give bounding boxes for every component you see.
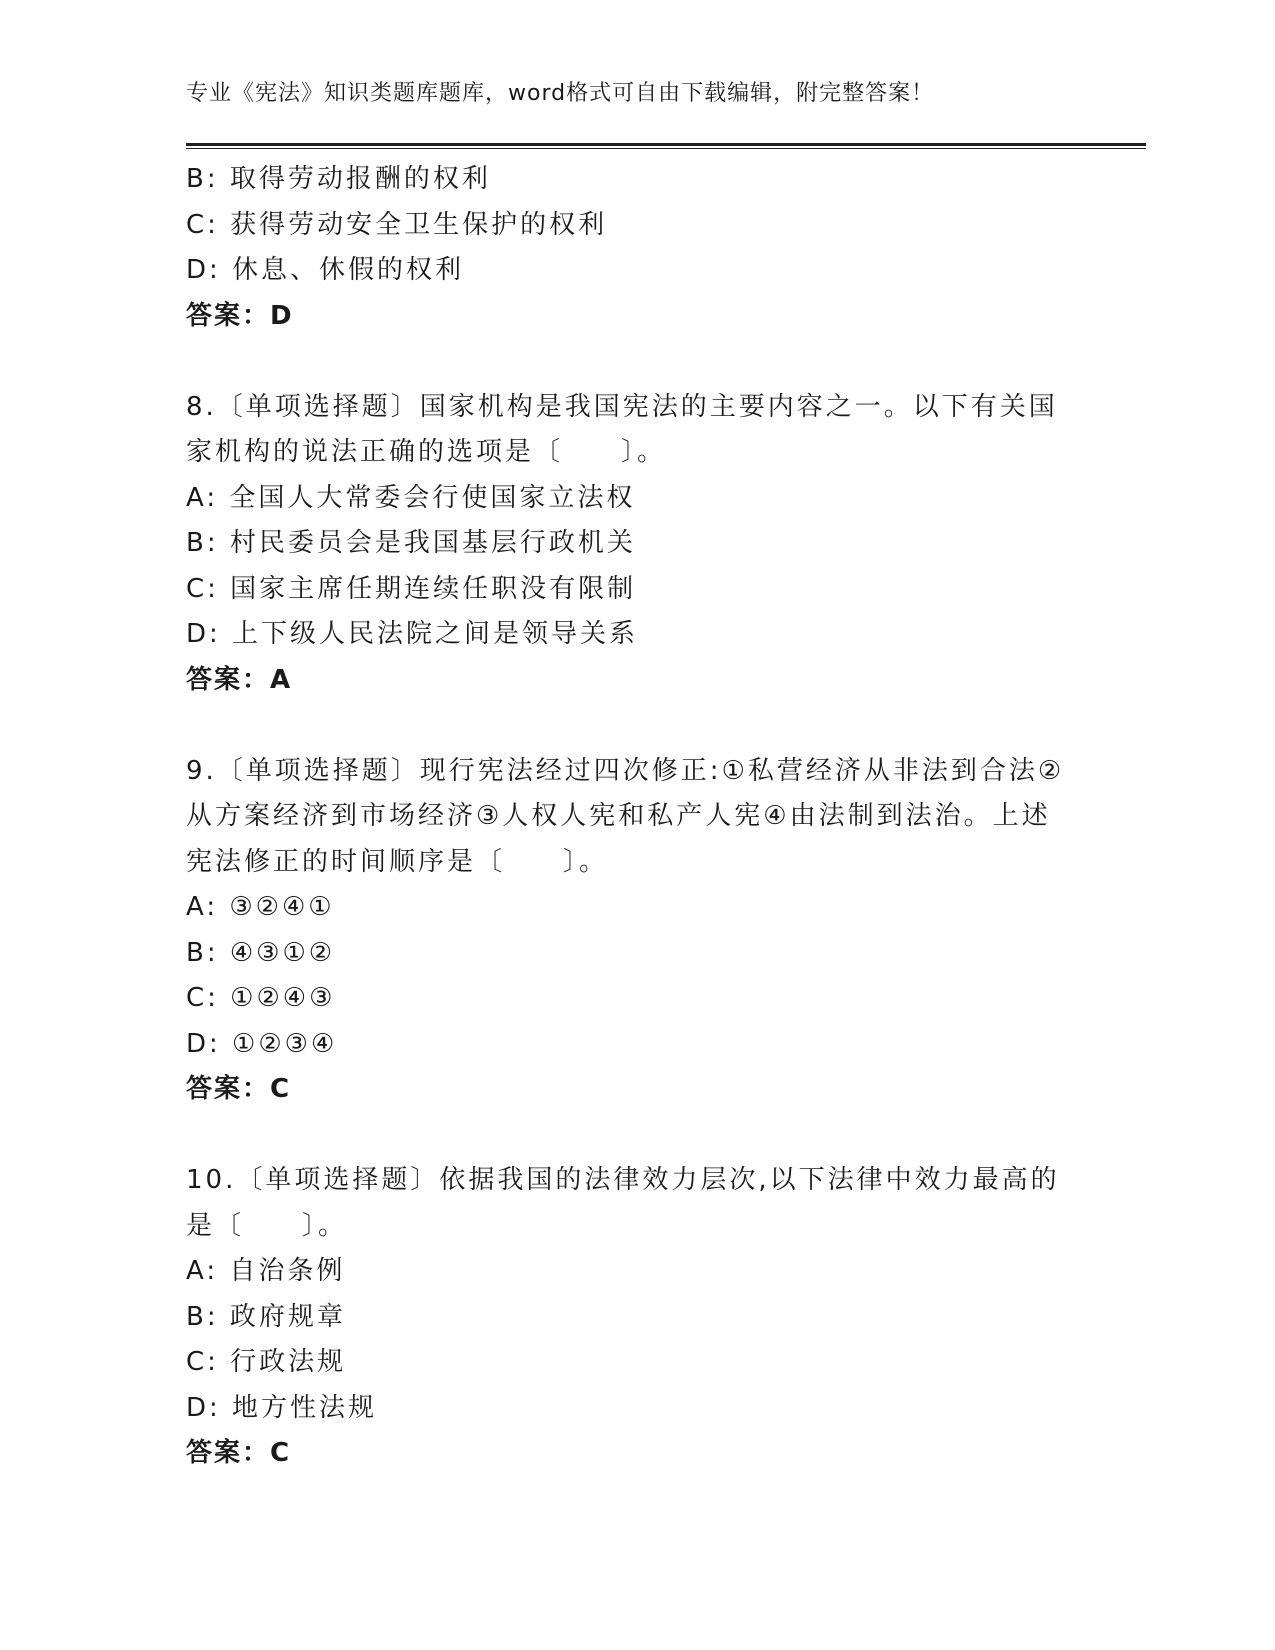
answer: 答案：D [186, 300, 294, 331]
answer: 答案：C [186, 1438, 292, 1468]
question-content [186, 157, 1146, 1477]
option-a: A: 全国人大常委会行使国家立法权 [186, 482, 636, 513]
header-rule-thick [186, 143, 1146, 146]
option-c: C: 获得劳动安全卫生保护的权利 [186, 209, 608, 240]
option-d: D: 地方性法规 [186, 1392, 378, 1423]
spacer [186, 1113, 1146, 1159]
option-b: B: 取得劳动报酬的权利 [186, 164, 491, 194]
option-d: D: 休息、休假的权利 [186, 255, 465, 285]
header-rule [186, 143, 1146, 149]
option-a: A: 自治条例 [186, 1256, 346, 1286]
option-b: B: 村民委员会是我国基层行政机关 [186, 528, 636, 558]
question-text: 从方案经济到市场经济③人权人宪和私产人宪④由法制到法治。上述 [186, 801, 1051, 831]
page-header: 专业《宪法》知识类题库题库，word格式可自由下载编辑，附完整答案！ [186, 81, 935, 106]
option-b: B: 政府规章 [186, 1301, 346, 1332]
option-b: B: ④③①② [186, 937, 336, 968]
question-text: 是〔 〕。 [186, 1210, 348, 1241]
option-a: A: ③②④① [186, 892, 335, 922]
option-c: C: 行政法规 [186, 1347, 347, 1377]
option-c: C: 国家主席任期连续任职没有限制 [186, 573, 637, 604]
answer: 答案：A [186, 664, 293, 695]
option-c: C: ①②④③ [186, 983, 336, 1013]
answer: 答案：C [186, 1074, 292, 1104]
question-text: 10.〔单项选择题〕依据我国的法律效力层次,以下法律中效力最高的 [186, 1165, 1060, 1195]
question-text: 宪法修正的时间顺序是〔 〕。 [186, 846, 609, 877]
question-text: 8.〔单项选择题〕国家机构是我国宪法的主要内容之一。以下有关国 [186, 391, 1058, 422]
question-text: 家机构的说法正确的选项是〔 〕。 [186, 437, 667, 467]
spacer [186, 339, 1146, 385]
spacer [186, 703, 1146, 749]
question-text: 9.〔单项选择题〕现行宪法经过四次修正:①私营经济从非法到合法② [186, 755, 1065, 786]
header-rule-thin [186, 148, 1146, 149]
option-d: D: 上下级人民法院之间是领导关系 [186, 619, 639, 649]
option-d: D: ①②③④ [186, 1028, 338, 1059]
